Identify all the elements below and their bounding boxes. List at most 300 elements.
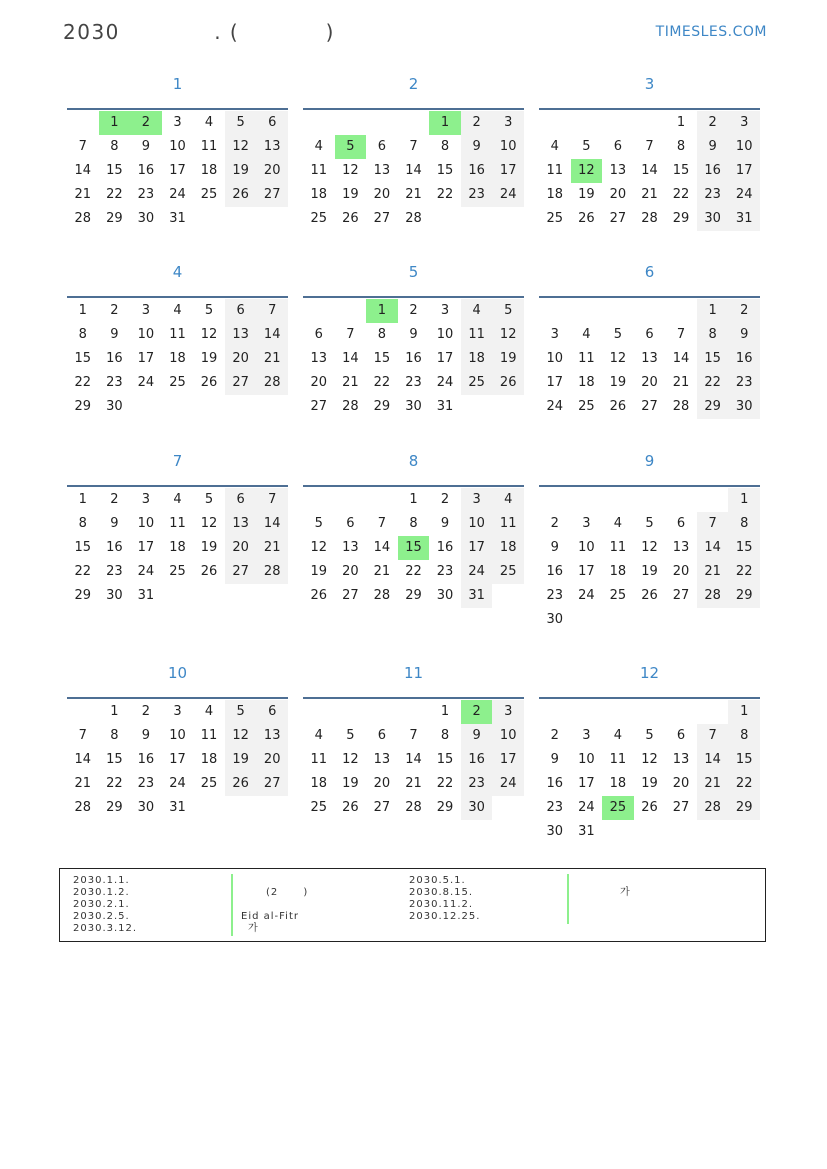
day-cell[interactable]: 25 [602,796,634,820]
day-cell[interactable]: 28 [74,800,92,815]
day-cell[interactable]: 26 [225,772,257,796]
day-cell[interactable]: 5 [204,303,214,318]
day-cell[interactable]: 9 [141,139,151,154]
day-cell[interactable]: 1 [366,299,398,323]
day-cell[interactable]: 7 [78,139,87,154]
day-cell[interactable]: 3 [461,488,493,512]
day-cell[interactable]: 25 [609,588,627,603]
day-cell[interactable]: 17 [137,351,155,366]
day-cell[interactable]: 22 [74,375,92,390]
day-cell[interactable]: 6 [256,700,288,724]
day-cell[interactable]: 18 [200,752,218,767]
day-cell[interactable]: 31 [461,584,493,608]
day-cell[interactable]: 28 [256,560,288,584]
day-cell[interactable]: 2 [110,303,119,318]
day-cell[interactable]: 5 [346,728,355,743]
day-cell[interactable]: 2 [110,492,119,507]
day-cell[interactable]: 11 [310,163,328,178]
day-cell[interactable]: 19 [225,748,257,772]
day-cell[interactable]: 18 [310,187,328,202]
day-cell[interactable]: 5 [582,139,591,154]
day-cell[interactable]: 17 [169,163,186,178]
day-cell[interactable]: 15 [436,163,454,178]
day-cell[interactable]: 11 [310,752,328,767]
day-cell[interactable]: 8 [440,139,450,154]
day-cell[interactable]: 29 [106,211,123,226]
day-cell[interactable]: 8 [728,724,760,748]
day-cell[interactable]: 25 [461,371,493,395]
day-cell[interactable]: 27 [225,560,257,584]
day-cell[interactable]: 22 [106,776,123,791]
day-cell[interactable]: 20 [373,187,391,202]
day-cell[interactable]: 8 [728,512,760,536]
day-cell[interactable]: 1 [440,704,450,719]
day-cell[interactable]: 27 [609,211,627,226]
day-cell[interactable]: 5 [492,299,524,323]
day-cell[interactable]: 3 [173,704,182,719]
day-cell[interactable]: 28 [405,211,422,226]
day-cell[interactable]: 26 [609,399,627,414]
day-cell[interactable]: 23 [461,183,493,207]
day-cell[interactable]: 24 [546,399,564,414]
day-cell[interactable]: 8 [110,139,119,154]
day-cell[interactable]: 11 [492,512,524,536]
day-cell[interactable]: 17 [546,375,564,390]
day-cell[interactable]: 3 [141,492,151,507]
day-cell[interactable]: 10 [436,327,454,342]
day-cell[interactable]: 25 [310,800,328,815]
day-cell[interactable]: 16 [405,351,422,366]
day-cell[interactable]: 2 [141,704,151,719]
day-cell[interactable]: 13 [256,135,288,159]
day-cell[interactable]: 13 [609,163,627,178]
day-cell[interactable]: 14 [373,540,391,555]
day-cell[interactable]: 15 [436,752,454,767]
day-cell[interactable]: 18 [492,536,524,560]
day-cell[interactable]: 12 [609,351,627,366]
day-cell[interactable]: 8 [78,516,87,531]
day-cell[interactable]: 22 [106,187,123,202]
day-cell[interactable]: 17 [492,159,524,183]
day-cell[interactable]: 7 [697,512,729,536]
day-cell[interactable]: 28 [641,211,658,226]
day-cell[interactable]: 31 [728,207,760,231]
day-cell[interactable]: 4 [173,303,182,318]
day-cell[interactable]: 6 [225,299,257,323]
day-cell[interactable]: 4 [314,139,323,154]
day-cell[interactable]: 13 [672,540,690,555]
day-cell[interactable]: 16 [137,163,155,178]
day-cell[interactable]: 26 [225,183,257,207]
day-cell[interactable]: 23 [106,564,123,579]
day-cell[interactable]: 23 [137,776,155,791]
day-cell[interactable]: 8 [78,327,87,342]
day-cell[interactable]: 20 [373,776,391,791]
day-cell[interactable]: 26 [342,800,359,815]
day-cell[interactable]: 7 [409,728,418,743]
day-cell[interactable]: 17 [436,351,454,366]
day-cell[interactable]: 4 [204,115,214,130]
day-cell[interactable]: 5 [225,111,257,135]
day-cell[interactable]: 10 [578,752,595,767]
day-cell[interactable]: 6 [256,111,288,135]
day-cell[interactable]: 7 [645,139,654,154]
day-cell[interactable]: 27 [225,371,257,395]
day-cell[interactable]: 1 [409,492,418,507]
day-cell[interactable]: 14 [256,512,288,536]
day-cell[interactable]: 22 [728,772,760,796]
day-cell[interactable]: 12 [641,752,658,767]
day-cell[interactable]: 23 [405,375,422,390]
day-cell[interactable]: 19 [641,776,658,791]
day-cell[interactable]: 29 [697,395,729,419]
day-cell[interactable]: 1 [429,111,461,135]
day-cell[interactable]: 5 [645,728,654,743]
day-cell[interactable]: 28 [373,588,391,603]
day-cell[interactable]: 18 [609,776,627,791]
day-cell[interactable]: 20 [225,347,257,371]
day-cell[interactable]: 10 [137,516,155,531]
day-cell[interactable]: 24 [137,375,155,390]
day-cell[interactable]: 30 [436,588,454,603]
day-cell[interactable]: 22 [436,187,454,202]
day-cell[interactable]: 28 [672,399,690,414]
day-cell[interactable]: 18 [169,351,186,366]
day-cell[interactable]: 5 [613,327,623,342]
day-cell[interactable]: 10 [169,139,186,154]
day-cell[interactable]: 13 [373,752,391,767]
day-cell[interactable]: 6 [613,139,623,154]
day-cell[interactable]: 8 [409,516,418,531]
day-cell[interactable]: 3 [582,516,591,531]
day-cell[interactable]: 6 [225,488,257,512]
day-cell[interactable]: 11 [169,516,186,531]
day-cell[interactable]: 16 [106,540,123,555]
day-cell[interactable]: 24 [436,375,454,390]
day-cell[interactable]: 17 [578,564,595,579]
day-cell[interactable]: 2 [409,303,418,318]
day-cell[interactable]: 18 [310,776,328,791]
day-cell[interactable]: 27 [672,800,690,815]
day-cell[interactable]: 9 [461,724,493,748]
day-cell[interactable]: 11 [609,540,627,555]
day-cell[interactable]: 21 [74,187,92,202]
day-cell[interactable]: 18 [546,187,564,202]
day-cell[interactable]: 21 [697,772,729,796]
day-cell[interactable]: 10 [492,135,524,159]
day-cell[interactable]: 27 [373,211,391,226]
day-cell[interactable]: 12 [225,135,257,159]
day-cell[interactable]: 14 [256,323,288,347]
day-cell[interactable]: 5 [645,516,654,531]
day-cell[interactable]: 30 [697,207,729,231]
day-cell[interactable]: 29 [728,796,760,820]
day-cell[interactable]: 20 [225,536,257,560]
day-cell[interactable]: 13 [373,163,391,178]
day-cell[interactable]: 27 [373,800,391,815]
day-cell[interactable]: 15 [373,351,391,366]
day-cell[interactable]: 20 [672,776,690,791]
day-cell[interactable]: 2 [130,111,162,135]
day-cell[interactable]: 15 [728,536,760,560]
day-cell[interactable]: 9 [141,728,151,743]
day-cell[interactable]: 1 [697,299,729,323]
day-cell[interactable]: 29 [436,800,454,815]
day-cell[interactable]: 28 [74,211,92,226]
day-cell[interactable]: 16 [728,347,760,371]
day-cell[interactable]: 30 [106,399,123,414]
day-cell[interactable]: 29 [106,800,123,815]
day-cell[interactable]: 19 [342,187,359,202]
day-cell[interactable]: 4 [204,704,214,719]
day-cell[interactable]: 1 [99,111,131,135]
day-cell[interactable]: 14 [641,163,658,178]
day-cell[interactable]: 23 [461,772,493,796]
day-cell[interactable]: 20 [256,159,288,183]
day-cell[interactable]: 5 [225,700,257,724]
day-cell[interactable]: 6 [314,327,323,342]
day-cell[interactable]: 16 [461,748,493,772]
day-cell[interactable]: 6 [346,516,355,531]
day-cell[interactable]: 31 [169,800,186,815]
day-cell[interactable]: 20 [342,564,359,579]
day-cell[interactable]: 25 [546,211,564,226]
day-cell[interactable]: 9 [409,327,418,342]
day-cell[interactable]: 14 [697,536,729,560]
day-cell[interactable]: 12 [342,163,359,178]
day-cell[interactable]: 5 [335,135,367,159]
day-cell[interactable]: 13 [672,752,690,767]
day-cell[interactable]: 7 [409,139,418,154]
day-cell[interactable]: 2 [440,492,450,507]
day-cell[interactable]: 4 [550,139,559,154]
day-cell[interactable]: 18 [578,375,595,390]
day-cell[interactable]: 26 [200,564,218,579]
day-cell[interactable]: 27 [641,399,658,414]
day-cell[interactable]: 3 [728,111,760,135]
day-cell[interactable]: 3 [492,111,524,135]
day-cell[interactable]: 9 [110,516,119,531]
day-cell[interactable]: 21 [342,375,359,390]
day-cell[interactable]: 21 [373,564,391,579]
day-cell[interactable]: 20 [641,375,658,390]
day-cell[interactable]: 18 [169,540,186,555]
day-cell[interactable]: 2 [461,111,493,135]
day-cell[interactable]: 1 [676,115,686,130]
day-cell[interactable]: 10 [137,327,155,342]
day-cell[interactable]: 19 [641,564,658,579]
day-cell[interactable]: 18 [609,564,627,579]
day-cell[interactable]: 6 [645,327,654,342]
day-cell[interactable]: 4 [173,492,182,507]
day-cell[interactable]: 14 [74,752,92,767]
day-cell[interactable]: 18 [200,163,218,178]
day-cell[interactable]: 12 [342,752,359,767]
day-cell[interactable]: 2 [697,111,729,135]
day-cell[interactable]: 26 [578,211,595,226]
day-cell[interactable]: 19 [342,776,359,791]
day-cell[interactable]: 30 [137,211,155,226]
day-cell[interactable]: 4 [613,516,623,531]
day-cell[interactable]: 21 [405,187,422,202]
day-cell[interactable]: 30 [137,800,155,815]
day-cell[interactable]: 23 [436,564,454,579]
day-cell[interactable]: 3 [550,327,559,342]
day-cell[interactable]: 25 [169,564,186,579]
day-cell[interactable]: 13 [310,351,328,366]
day-cell[interactable]: 14 [672,351,690,366]
day-cell[interactable]: 14 [405,163,422,178]
day-cell[interactable]: 24 [137,564,155,579]
day-cell[interactable]: 14 [74,163,92,178]
day-cell[interactable]: 20 [310,375,328,390]
day-cell[interactable]: 28 [342,399,359,414]
day-cell[interactable]: 19 [310,564,328,579]
day-cell[interactable]: 24 [169,187,186,202]
day-cell[interactable]: 31 [578,824,595,839]
day-cell[interactable]: 7 [78,728,87,743]
day-cell[interactable]: 11 [578,351,595,366]
day-cell[interactable]: 29 [728,584,760,608]
day-cell[interactable]: 25 [200,187,218,202]
day-cell[interactable]: 10 [728,135,760,159]
day-cell[interactable]: 30 [546,612,564,627]
day-cell[interactable]: 26 [641,588,658,603]
day-cell[interactable]: 25 [578,399,595,414]
day-cell[interactable]: 21 [672,375,690,390]
day-cell[interactable]: 6 [676,728,686,743]
day-cell[interactable]: 12 [492,323,524,347]
day-cell[interactable]: 24 [728,183,760,207]
day-cell[interactable]: 12 [571,159,603,183]
day-cell[interactable]: 16 [697,159,729,183]
day-cell[interactable]: 23 [697,183,729,207]
day-cell[interactable]: 4 [461,299,493,323]
day-cell[interactable]: 8 [697,323,729,347]
day-cell[interactable]: 30 [405,399,422,414]
day-cell[interactable]: 23 [546,800,564,815]
day-cell[interactable]: 13 [342,540,359,555]
day-cell[interactable]: 9 [550,752,559,767]
day-cell[interactable]: 29 [74,399,92,414]
day-cell[interactable]: 17 [728,159,760,183]
day-cell[interactable]: 31 [169,211,186,226]
day-cell[interactable]: 17 [578,776,595,791]
day-cell[interactable]: 16 [436,540,454,555]
day-cell[interactable]: 29 [373,399,391,414]
day-cell[interactable]: 19 [225,159,257,183]
day-cell[interactable]: 7 [676,327,686,342]
day-cell[interactable]: 11 [169,327,186,342]
day-cell[interactable]: 22 [697,371,729,395]
day-cell[interactable]: 8 [676,139,686,154]
day-cell[interactable]: 10 [546,351,564,366]
day-cell[interactable]: 21 [74,776,92,791]
day-cell[interactable]: 17 [492,748,524,772]
day-cell[interactable]: 4 [492,488,524,512]
day-cell[interactable]: 4 [582,327,591,342]
day-cell[interactable]: 11 [461,323,493,347]
day-cell[interactable]: 22 [74,564,92,579]
day-cell[interactable]: 19 [492,347,524,371]
day-cell[interactable]: 12 [310,540,328,555]
day-cell[interactable]: 7 [256,299,288,323]
day-cell[interactable]: 1 [78,492,87,507]
day-cell[interactable]: 23 [546,588,564,603]
day-cell[interactable]: 3 [440,303,450,318]
day-cell[interactable]: 24 [492,772,524,796]
day-cell[interactable]: 28 [256,371,288,395]
day-cell[interactable]: 27 [310,399,328,414]
day-cell[interactable]: 27 [256,183,288,207]
day-cell[interactable]: 4 [314,728,323,743]
day-cell[interactable]: 13 [225,323,257,347]
day-cell[interactable]: 11 [200,728,218,743]
day-cell[interactable]: 3 [582,728,591,743]
day-cell[interactable]: 15 [106,163,123,178]
day-cell[interactable]: 24 [578,588,595,603]
day-cell[interactable]: 16 [137,752,155,767]
day-cell[interactable]: 10 [169,728,186,743]
day-cell[interactable]: 28 [697,796,729,820]
day-cell[interactable]: 13 [641,351,658,366]
day-cell[interactable]: 11 [609,752,627,767]
day-cell[interactable]: 6 [377,139,387,154]
day-cell[interactable]: 3 [492,700,524,724]
day-cell[interactable]: 1 [78,303,87,318]
day-cell[interactable]: 29 [672,211,690,226]
day-cell[interactable]: 8 [377,327,387,342]
day-cell[interactable]: 24 [578,800,595,815]
day-cell[interactable]: 19 [200,540,218,555]
day-cell[interactable]: 22 [728,560,760,584]
day-cell[interactable]: 17 [137,540,155,555]
day-cell[interactable]: 24 [461,560,493,584]
day-cell[interactable]: 3 [173,115,182,130]
day-cell[interactable]: 13 [225,512,257,536]
day-cell[interactable]: 30 [728,395,760,419]
day-cell[interactable]: 22 [672,187,690,202]
day-cell[interactable]: 15 [728,748,760,772]
day-cell[interactable]: 25 [169,375,186,390]
day-cell[interactable]: 9 [697,135,729,159]
day-cell[interactable]: 4 [613,728,623,743]
day-cell[interactable]: 7 [377,516,387,531]
day-cell[interactable]: 30 [461,796,493,820]
day-cell[interactable]: 16 [461,159,493,183]
day-cell[interactable]: 9 [550,540,559,555]
day-cell[interactable]: 25 [310,211,328,226]
day-cell[interactable]: 22 [405,564,422,579]
day-cell[interactable]: 10 [492,724,524,748]
day-cell[interactable]: 26 [342,211,359,226]
day-cell[interactable]: 27 [672,588,690,603]
day-cell[interactable]: 26 [492,371,524,395]
day-cell[interactable]: 28 [405,800,422,815]
day-cell[interactable]: 18 [461,347,493,371]
day-cell[interactable]: 15 [697,347,729,371]
day-cell[interactable]: 9 [110,327,119,342]
day-cell[interactable]: 10 [578,540,595,555]
day-cell[interactable]: 20 [256,748,288,772]
day-cell[interactable]: 11 [546,163,564,178]
day-cell[interactable]: 22 [373,375,391,390]
day-cell[interactable]: 17 [169,752,186,767]
day-cell[interactable]: 16 [106,351,123,366]
day-cell[interactable]: 20 [672,564,690,579]
day-cell[interactable]: 12 [641,540,658,555]
day-cell[interactable]: 20 [609,187,627,202]
